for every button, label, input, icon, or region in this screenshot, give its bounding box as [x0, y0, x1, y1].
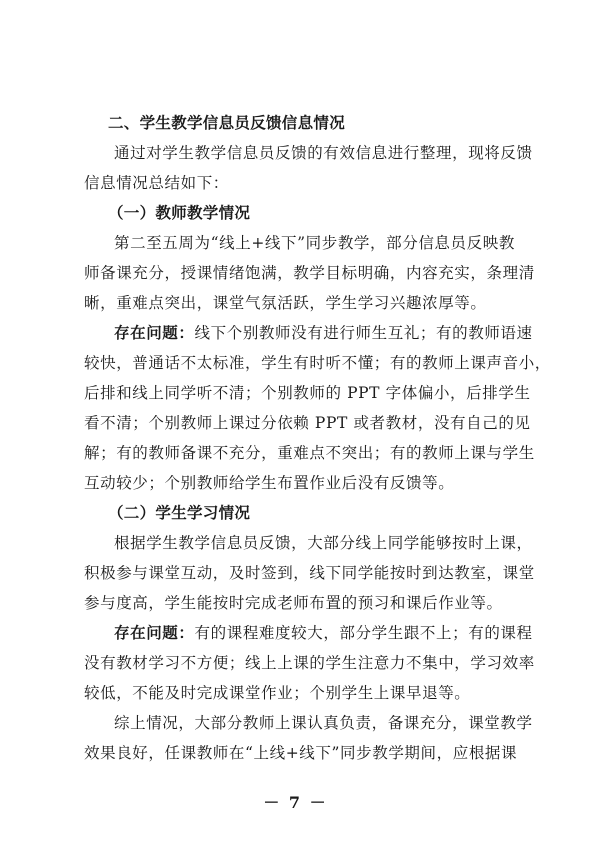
teacher-issues-label: 存在问题：	[114, 324, 195, 342]
intro-line-1: 通过对学生教学信息员反馈的有效信息进行整理，现将反馈	[114, 144, 533, 162]
section-heading: 二、学生教学信息员反馈信息情况	[108, 114, 346, 132]
summary-line-1: 综上情况，大部分教师上课认真负责，备课充分，课堂教学	[114, 714, 533, 732]
teacher-issues-line-2: 较快，普通话不太标准，学生有时听不懂；有的教师上课声音小，	[84, 354, 551, 372]
student-issues-label: 存在问题：	[114, 624, 195, 642]
student-body-line-1: 根据学生教学信息员反馈，大部分线上同学能够按时上课，	[114, 534, 533, 552]
teacher-issues-line-5: 解；有的教师备课不充分，重难点不突出；有的教师上课与学生	[84, 444, 535, 462]
student-issues-line-3: 较低，不能及时完成课堂作业；个别学生上课早退等。	[84, 684, 471, 702]
student-body-line-3: 参与度高，学生能按时完成老师布置的预习和课后作业等。	[84, 594, 503, 612]
teacher-body-line-2: 师备课充分，授课情绪饱满，教学目标明确，内容充实，条理清	[84, 264, 535, 282]
student-issues-line-2: 没有教材学习不方便；线上上课的学生注意力不集中，学习效率	[84, 654, 535, 672]
teacher-issues-text-1: 线下个别教师没有进行师生互礼；有的教师语速	[194, 324, 533, 342]
teacher-issues-line-3: 后排和线上同学听不清；个别教师的 PPT 字体偏小，后排学生	[84, 384, 531, 402]
teacher-issues-line-6: 互动较少；个别教师给学生布置作业后没有反馈等。	[84, 474, 455, 492]
teacher-issues-line-4: 看不清；个别教师上课过分依赖 PPT 或者教材，没有自己的见	[84, 414, 531, 432]
student-body-line-2: 积极参与课堂互动，及时签到，线下同学能按时到达教室，课堂	[84, 564, 535, 582]
intro-line-2: 信息情况总结如下：	[84, 174, 229, 192]
student-subheading: （二）学生学习情况	[108, 503, 251, 522]
teacher-issues-line-1	[114, 318, 533, 348]
student-issues-text-1: 有的课程难度较大，部分学生跟不上；有的课程	[194, 624, 533, 642]
student-issues-line-1	[114, 618, 533, 648]
teacher-body-line-1: 第二至五周为“线上+线下”同步教学，部分信息员反映教	[114, 234, 515, 252]
teacher-subheading: （一）教师教学情况	[108, 203, 251, 222]
summary-line-2: 效果良好，任课教师在“上线+线下”同步教学期间，应根据课	[84, 744, 518, 762]
teacher-body-line-3: 晰，重难点突出，课堂气氛活跃，学生学习兴趣浓厚等。	[84, 294, 487, 312]
page-number: － 7 －	[263, 793, 328, 812]
